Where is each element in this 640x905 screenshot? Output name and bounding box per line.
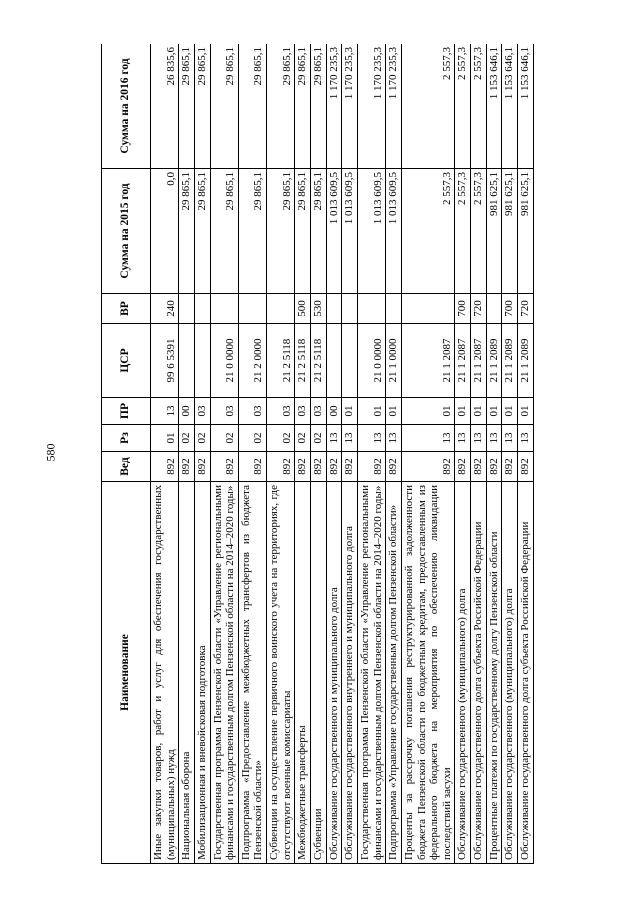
cell-sum-2016: 26 835,6 — [151, 44, 179, 169]
cell-sum-2016: 2 557,3 — [471, 44, 487, 169]
cell-sum-2016: 1 170 235,3 — [357, 44, 385, 169]
table-row — [267, 44, 295, 864]
budget-table — [101, 44, 534, 864]
cell-rz: 13 — [357, 425, 385, 452]
cell-csr: 21 2 5118 — [311, 324, 327, 398]
table-row — [471, 44, 487, 864]
cell-name: Обслуживание государственного долга субъекта Российской Федерации — [518, 482, 534, 864]
cell-ved: 892 — [518, 452, 534, 482]
cell-sum-2015: 1 013 609,5 — [357, 169, 385, 294]
cell-rz: 13 — [518, 425, 534, 452]
cell-csr: 99 6 5391 — [151, 324, 179, 398]
cell-ved: 892 — [401, 452, 455, 482]
cell-vr — [401, 294, 455, 324]
cell-sum-2015: 1 013 609,5 — [342, 169, 358, 294]
cell-vr — [342, 294, 358, 324]
cell-name: Подпрограмма «Предоставление межбюджетных трансфертов из бюджета Пензенской области» — [238, 482, 266, 864]
cell-csr: 21 2 5118 — [267, 324, 295, 398]
cell-name: Обслуживание государственного (муниципального) долга — [455, 482, 471, 864]
cell-vr — [386, 294, 402, 324]
cell-sum-2016: 1 153 646,1 — [518, 44, 534, 169]
table-row — [238, 44, 266, 864]
cell-vr — [210, 294, 238, 324]
cell-csr: 21 1 2089 — [518, 324, 534, 398]
cell-ved: 892 — [326, 452, 342, 482]
cell-ved: 892 — [455, 452, 471, 482]
cell-sum-2015: 2 557,3 — [455, 169, 471, 294]
cell-sum-2015: 29 865,1 — [267, 169, 295, 294]
cell-pr: 03 — [295, 398, 311, 425]
cell-sum-2016: 29 865,1 — [311, 44, 327, 169]
cell-vr — [238, 294, 266, 324]
cell-ved: 892 — [502, 452, 518, 482]
cell-csr: 21 1 2087 — [471, 324, 487, 398]
cell-rz: 02 — [267, 425, 295, 452]
cell-rz: 13 — [502, 425, 518, 452]
table-row — [357, 44, 385, 864]
cell-sum-2015: 0,0 — [151, 169, 179, 294]
cell-name: Обслуживание государственного (муниципального) долга — [502, 482, 518, 864]
cell-csr: 21 2 5118 — [295, 324, 311, 398]
cell-sum-2015: 2 557,3 — [471, 169, 487, 294]
cell-rz: 02 — [295, 425, 311, 452]
cell-vr: 700 — [455, 294, 471, 324]
cell-vr: 720 — [471, 294, 487, 324]
cell-csr: 21 1 0000 — [386, 324, 402, 398]
cell-name: Национальная оборона — [179, 482, 195, 864]
cell-ved: 892 — [471, 452, 487, 482]
cell-sum-2016: 1 153 646,1 — [502, 44, 518, 169]
cell-sum-2015: 29 865,1 — [179, 169, 195, 294]
header-rz: Рз — [102, 425, 151, 452]
cell-ved: 892 — [357, 452, 385, 482]
table-row — [179, 44, 195, 864]
cell-csr: 21 1 2089 — [502, 324, 518, 398]
table-row — [401, 44, 455, 864]
cell-rz: 13 — [486, 425, 502, 452]
cell-vr — [357, 294, 385, 324]
cell-name: Проценты за рассрочку погашения реструктурированной задолженности бюджета Пензенской области по бюджетным кредитам, предоставленным из федерального бюджета на мероприятия по обеспечению ликвидации последствий засухи — [401, 482, 455, 864]
cell-vr — [267, 294, 295, 324]
cell-rz: 02 — [311, 425, 327, 452]
header-sum-2015: Сумма на 2015 год — [102, 169, 151, 294]
table-row — [194, 44, 210, 864]
table-header-row — [102, 44, 151, 864]
cell-pr: 00 — [326, 398, 342, 425]
cell-csr: 21 1 2087 — [401, 324, 455, 398]
cell-name: Подпрограмма «Управление государственным долгом Пензенской области» — [386, 482, 402, 864]
cell-csr: 21 0 0000 — [357, 324, 385, 398]
cell-vr — [486, 294, 502, 324]
cell-ved: 892 — [267, 452, 295, 482]
cell-pr: 01 — [401, 398, 455, 425]
cell-name: Процентные платежи по государственному долгу Пензенской области — [486, 482, 502, 864]
cell-sum-2015: 1 013 609,5 — [386, 169, 402, 294]
cell-vr — [179, 294, 195, 324]
cell-rz: 13 — [386, 425, 402, 452]
cell-pr: 01 — [486, 398, 502, 425]
cell-sum-2015: 29 865,1 — [311, 169, 327, 294]
cell-sum-2015: 29 865,1 — [238, 169, 266, 294]
header-vr: ВР — [102, 294, 151, 324]
table-row — [502, 44, 518, 864]
cell-ved: 892 — [238, 452, 266, 482]
header-csr: ЦСР — [102, 324, 151, 398]
cell-rz: 13 — [455, 425, 471, 452]
cell-name: Государственная программа Пензенской области «Управление региональными финансами и государственным долгом Пензенской области на 2014–2020 годы» — [357, 482, 385, 864]
cell-sum-2016: 1 153 646,1 — [486, 44, 502, 169]
cell-rz: 02 — [210, 425, 238, 452]
cell-name: Обслуживание государственного долга субъекта Российской Федерации — [471, 482, 487, 864]
cell-vr — [194, 294, 210, 324]
cell-sum-2016: 29 865,1 — [210, 44, 238, 169]
table-row — [342, 44, 358, 864]
table-row — [386, 44, 402, 864]
cell-pr: 03 — [267, 398, 295, 425]
table-body — [151, 44, 534, 864]
cell-csr: 21 2 0000 — [238, 324, 266, 398]
cell-vr: 720 — [518, 294, 534, 324]
cell-csr: 21 0 0000 — [210, 324, 238, 398]
cell-sum-2016: 1 170 235,3 — [342, 44, 358, 169]
cell-sum-2015: 29 865,1 — [194, 169, 210, 294]
cell-sum-2015: 2 557,3 — [401, 169, 455, 294]
cell-csr: 21 1 2087 — [455, 324, 471, 398]
cell-vr — [326, 294, 342, 324]
cell-rz: 13 — [401, 425, 455, 452]
cell-rz: 02 — [179, 425, 195, 452]
rotated-content — [101, 44, 547, 864]
cell-rz: 13 — [342, 425, 358, 452]
cell-name: Субвенции — [311, 482, 327, 864]
cell-ved: 892 — [179, 452, 195, 482]
table-row — [326, 44, 342, 864]
cell-sum-2015: 981 625,1 — [486, 169, 502, 294]
table-row — [518, 44, 534, 864]
cell-vr: 700 — [502, 294, 518, 324]
cell-name: Обслуживание государственного внутреннего и муниципального долга — [342, 482, 358, 864]
cell-ved: 892 — [386, 452, 402, 482]
table-row — [151, 44, 179, 864]
cell-rz: 02 — [238, 425, 266, 452]
cell-pr: 00 — [179, 398, 195, 425]
cell-sum-2015: 981 625,1 — [518, 169, 534, 294]
table-row — [455, 44, 471, 864]
table-row — [311, 44, 327, 864]
table-row — [295, 44, 311, 864]
cell-pr: 13 — [151, 398, 179, 425]
cell-csr — [179, 324, 195, 398]
cell-vr: 500 — [295, 294, 311, 324]
cell-sum-2015: 29 865,1 — [210, 169, 238, 294]
cell-csr — [326, 324, 342, 398]
cell-name: Мобилизационная и вневойсковая подготовка — [194, 482, 210, 864]
cell-pr: 01 — [518, 398, 534, 425]
cell-sum-2015: 29 865,1 — [295, 169, 311, 294]
cell-csr: 21 1 2089 — [486, 324, 502, 398]
cell-rz: 01 — [151, 425, 179, 452]
cell-ved: 892 — [486, 452, 502, 482]
cell-csr — [194, 324, 210, 398]
cell-rz: 13 — [471, 425, 487, 452]
cell-ved: 892 — [210, 452, 238, 482]
cell-sum-2016: 29 865,1 — [295, 44, 311, 169]
cell-name: Обслуживание государственного и муниципального долга — [326, 482, 342, 864]
cell-pr: 03 — [210, 398, 238, 425]
cell-pr: 01 — [455, 398, 471, 425]
cell-name: Субвенции на осуществление первичного воинского учета на территориях, где отсутствуют военные комиссариаты — [267, 482, 295, 864]
cell-vr: 240 — [151, 294, 179, 324]
cell-csr — [342, 324, 358, 398]
cell-pr: 01 — [342, 398, 358, 425]
cell-rz: 02 — [194, 425, 210, 452]
cell-pr: 03 — [194, 398, 210, 425]
page-number-text: 580 — [43, 443, 58, 461]
header-ved: Вед — [102, 452, 151, 482]
cell-sum-2015: 1 013 609,5 — [326, 169, 342, 294]
cell-pr: 01 — [502, 398, 518, 425]
cell-sum-2016: 1 170 235,3 — [326, 44, 342, 169]
cell-pr: 01 — [357, 398, 385, 425]
cell-pr: 03 — [311, 398, 327, 425]
cell-sum-2016: 2 557,3 — [401, 44, 455, 169]
cell-pr: 01 — [386, 398, 402, 425]
cell-sum-2016: 29 865,1 — [179, 44, 195, 169]
page-number — [40, 441, 62, 463]
table-row — [210, 44, 238, 864]
cell-ved: 892 — [295, 452, 311, 482]
cell-pr: 01 — [471, 398, 487, 425]
cell-name: Иные закупки товаров, работ и услуг для обеспечения государственных (муниципальных) нужд — [151, 482, 179, 864]
header-pr: ПР — [102, 398, 151, 425]
cell-ved: 892 — [311, 452, 327, 482]
header-sum-2016: Сумма на 2016 год — [102, 44, 151, 169]
cell-sum-2015: 981 625,1 — [502, 169, 518, 294]
cell-sum-2016: 29 865,1 — [267, 44, 295, 169]
cell-ved: 892 — [194, 452, 210, 482]
cell-name: Межбюджетные трансферты — [295, 482, 311, 864]
header-name: Наименование — [102, 482, 151, 864]
cell-vr: 530 — [311, 294, 327, 324]
cell-sum-2016: 2 557,3 — [455, 44, 471, 169]
cell-sum-2016: 29 865,1 — [238, 44, 266, 169]
table-row — [486, 44, 502, 864]
cell-sum-2016: 29 865,1 — [194, 44, 210, 169]
cell-pr: 03 — [238, 398, 266, 425]
rotated-page — [101, 44, 547, 864]
cell-name: Государственная программа Пензенской области «Управление региональными финансами и государственным долгом Пензенской области на 2014–2020 годы» — [210, 482, 238, 864]
cell-ved: 892 — [342, 452, 358, 482]
cell-ved: 892 — [151, 452, 179, 482]
cell-sum-2016: 1 170 235,3 — [386, 44, 402, 169]
cell-rz: 13 — [326, 425, 342, 452]
